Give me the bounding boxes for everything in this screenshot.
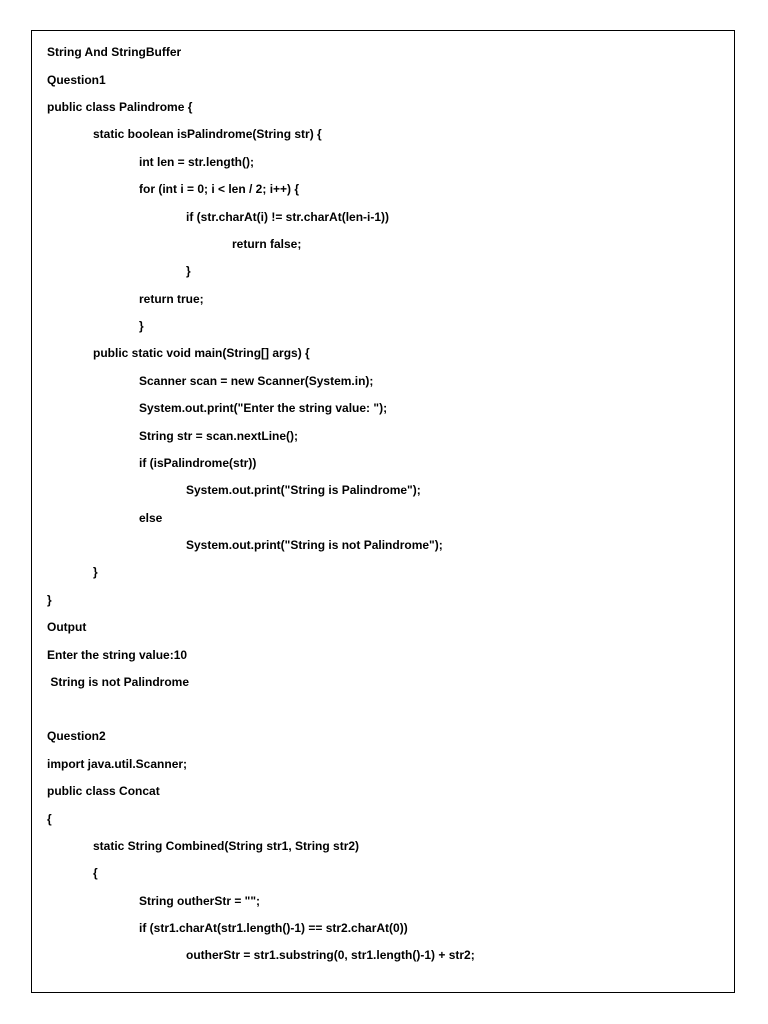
- code-line: public class Palindrome {: [47, 100, 193, 114]
- code-line: static boolean isPalindrome(String str) {: [93, 127, 322, 141]
- code-line: if (isPalindrome(str)): [139, 456, 257, 470]
- code-line: System.out.print("String is not Palindrome");: [186, 538, 443, 552]
- output-line: String is not Palindrome: [47, 675, 190, 689]
- output-line: Enter the string value:10: [47, 648, 188, 662]
- document-title: String And StringBuffer: [47, 45, 182, 59]
- code-line: }: [139, 319, 144, 333]
- code-line: String outherStr = "";: [139, 894, 261, 908]
- code-line: import java.util.Scanner;: [47, 757, 188, 771]
- section-heading-question2: Question2: [47, 729, 106, 743]
- code-line: return false;: [232, 237, 302, 251]
- code-line: public static void main(String[] args) {: [93, 346, 310, 360]
- section-heading-output: Output: [47, 620, 87, 634]
- code-line: if (str1.charAt(str1.length()-1) == str2.charAt(0)): [139, 921, 408, 935]
- code-line: return true;: [139, 292, 204, 306]
- code-line: Scanner scan = new Scanner(System.in);: [139, 374, 374, 388]
- code-line: outherStr = str1.substring(0, str1.length()-1) + str2;: [186, 948, 475, 962]
- code-line: for (int i = 0; i < len / 2; i++) {: [139, 182, 300, 196]
- code-line: }: [47, 593, 52, 607]
- code-line: int len = str.length();: [139, 155, 255, 169]
- code-line: if (str.charAt(i) != str.charAt(len-i-1)): [186, 210, 390, 224]
- code-line: static String Combined(String str1, String str2): [93, 839, 360, 853]
- code-line: {: [47, 812, 52, 826]
- section-heading-question1: Question1: [47, 73, 106, 87]
- code-line: else: [139, 511, 163, 525]
- code-line: public class Concat: [47, 784, 160, 798]
- code-line: System.out.print("Enter the string value: ");: [139, 401, 388, 415]
- code-line: String str = scan.nextLine();: [139, 429, 299, 443]
- code-line: {: [93, 866, 98, 880]
- code-line: }: [186, 264, 191, 278]
- code-line: }: [93, 565, 98, 579]
- code-line: System.out.print("String is Palindrome");: [186, 483, 421, 497]
